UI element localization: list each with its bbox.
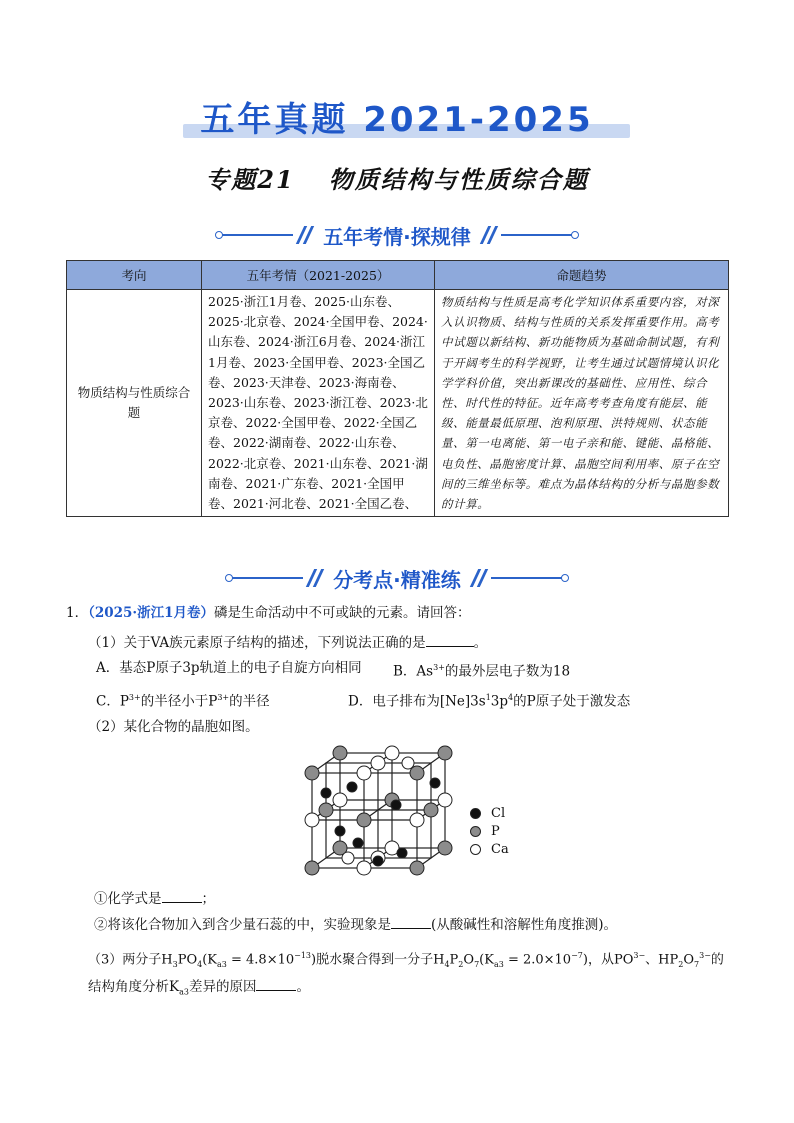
superscript: 3−	[633, 951, 646, 960]
question-number: 1．	[66, 605, 89, 621]
answer-blank[interactable]	[162, 888, 202, 903]
option-c-text-mid: 的半径小于P	[140, 693, 218, 710]
legend-item-cl	[470, 806, 505, 821]
part-1-text: （1）关于VA族元素原子结构的描述，下列说法正确的是	[88, 635, 426, 651]
ca-atom-icon	[470, 844, 481, 855]
topic-name: 物质结构与性质综合题	[328, 165, 589, 194]
p-atom-icon	[470, 826, 481, 837]
banner-slash-icon	[307, 569, 323, 587]
banner-line-left	[221, 234, 293, 236]
question-1-part-3	[88, 946, 724, 975]
legend-item-p	[470, 824, 500, 839]
superscript: 3+	[217, 693, 230, 702]
punctuation: 。	[296, 979, 310, 995]
legend-item-ca	[470, 842, 509, 857]
topic-title	[0, 160, 794, 195]
section-banner-practice	[0, 563, 794, 593]
option-d-text-end: 的P原子处于激发态	[513, 693, 631, 710]
table-header-row	[67, 261, 729, 290]
section-banner-trends	[0, 220, 794, 250]
subscript: 7	[474, 959, 480, 969]
banner-slash-icon	[481, 226, 497, 244]
subscript: 3	[172, 959, 178, 969]
question-1-part-1	[88, 632, 487, 653]
table-header-exams: 五年考情（2021-2025）	[202, 261, 435, 290]
cell-trend: 物质结构与性质是高考化学知识体系重要内容，对深入认识物质、结构与性质的关系发挥重要作用。高考中试题以新结构、新功能物质为基础命制试题，有利于开阔考生的科学视野，让考生通过试题情境认识化学学科价值，突出新课改的基础性、应用性、综合性、时代性的特征。近年高考考查角度有能层、能级、能量最低原理、泡利原理、洪特规则、状态能量、第一电离能、第一电子亲和能、键能、晶格能、电负性、晶胞密度计算、晶胞空间利用率、原子在空间的三维坐标等。难点为晶体结构的分析与晶胞参数的计算。	[435, 290, 729, 517]
sub-question-text: ①化学式是	[94, 891, 162, 907]
legend-label: P	[491, 824, 500, 839]
main-title: 五年真题 2021-2025	[200, 100, 594, 140]
superscript: −13	[294, 951, 312, 960]
banner-text: 五年考情·探规律	[323, 224, 471, 249]
cell-direction: 物质结构与性质综合题	[67, 290, 202, 517]
part-3-text: )脱水聚合得到一分子H	[311, 952, 445, 968]
answer-blank[interactable]	[391, 914, 431, 929]
option-a-text: A．基态P原子3p轨道上的电子自旋方向相同	[96, 660, 362, 676]
subscript: 7	[694, 959, 700, 969]
punctuation: ；	[201, 891, 215, 907]
option-b-text: B．As	[393, 663, 434, 680]
part-3-text: O	[683, 952, 695, 968]
topic-number: 专题21	[205, 165, 295, 194]
question-1-part-2	[88, 717, 259, 737]
superscript: 3−	[699, 951, 711, 960]
option-d	[348, 688, 630, 712]
superscript: 4	[508, 693, 514, 702]
banner-line-right	[501, 234, 573, 236]
cell-exams: 2025·浙江1月卷、2025·山东卷、2025·北京卷、2024·全国甲卷、2024·山东卷、2024·浙江6月卷、2024·浙江1月卷、2023·全国甲卷、2023·全国乙卷、2023·天津卷、2023·海南卷、2023·山东卷、2023·浙江卷、2023·北京卷、2022·全国甲卷、2022·全国乙卷、2022·湖南卷、2022·山东卷、2022·北京卷、2021·山东卷、2021·湖南卷、2021·广东卷、2021·全国甲卷、2021·河北卷、2021·全国乙卷、	[202, 290, 435, 517]
sub-question-1	[94, 888, 215, 909]
part-3-text: 结构角度分析K	[88, 979, 180, 995]
part-3-text: （3）两分子H	[88, 952, 173, 968]
question-1-stem	[66, 603, 471, 623]
legend-label: Cl	[491, 806, 506, 821]
option-d-text-mid: 3p	[490, 693, 509, 710]
subscript: 2	[678, 959, 684, 969]
part-3-text: )，从PO	[582, 952, 634, 968]
part-3-text: = 4.8×10	[226, 952, 295, 968]
part-3-text: PO	[177, 952, 198, 968]
subscript: a3	[217, 959, 227, 969]
subscript: a3	[179, 987, 189, 997]
subscript: 4	[444, 959, 450, 969]
part-2-text: （2）某化合物的晶胞如图。	[88, 719, 259, 735]
option-a	[96, 658, 362, 678]
banner-line-left	[231, 577, 303, 579]
subscript: 2	[458, 959, 464, 969]
part-3-text: 、HP	[645, 952, 679, 968]
question-source: （2025·浙江1月卷）	[88, 605, 215, 621]
option-b	[393, 658, 570, 682]
legend-label: Ca	[491, 842, 509, 857]
sub-question-text-end: (从酸碱性和溶解性角度推测)。	[431, 917, 618, 933]
subscript: a3	[493, 959, 504, 969]
superscript: −7	[571, 951, 583, 960]
question-1-part-3-line-2	[88, 976, 310, 1003]
subscript: 4	[197, 959, 203, 969]
table-header-direction: 考向	[67, 261, 202, 290]
cl-atom-icon	[470, 808, 481, 819]
part-3-text: 的	[710, 952, 724, 968]
table-row	[67, 290, 729, 517]
superscript: 1	[485, 693, 491, 702]
question-stem: 磷是生命活动中不可或缺的元素。请回答：	[214, 605, 471, 621]
option-d-text: D．电子排布为[Ne]3s	[348, 693, 486, 710]
part-3-text: P	[449, 952, 459, 968]
sub-question-2	[94, 914, 617, 935]
superscript: 3+	[128, 693, 141, 702]
sub-question-text: ②将该化合物加入到含少量石蕊的中，实验现象是	[94, 917, 391, 933]
part-3-text: O	[463, 952, 475, 968]
answer-blank[interactable]	[426, 632, 474, 647]
banner-slash-icon	[471, 569, 487, 587]
exam-analysis-table	[66, 260, 729, 517]
option-b-text-end: 的最外层电子数为18	[444, 663, 571, 680]
table-header-trend: 命题趋势	[435, 261, 729, 290]
part-3-text: (K	[202, 952, 217, 968]
superscript: 3+	[433, 663, 445, 672]
option-c	[96, 688, 270, 712]
part-3-text: = 2.0×10	[503, 952, 572, 968]
punctuation: 。	[473, 635, 488, 651]
answer-blank[interactable]	[256, 976, 296, 991]
banner-line-right	[491, 577, 563, 579]
option-c-text: C．P	[96, 693, 129, 710]
part-3-text: 差异的原因	[188, 979, 257, 995]
part-3-text: (K	[479, 952, 494, 968]
banner-text: 分考点·精准练	[333, 567, 461, 592]
option-c-text-end: 的半径	[229, 693, 270, 710]
banner-slash-icon	[297, 226, 313, 244]
crystal-cell-diagram	[300, 745, 460, 880]
